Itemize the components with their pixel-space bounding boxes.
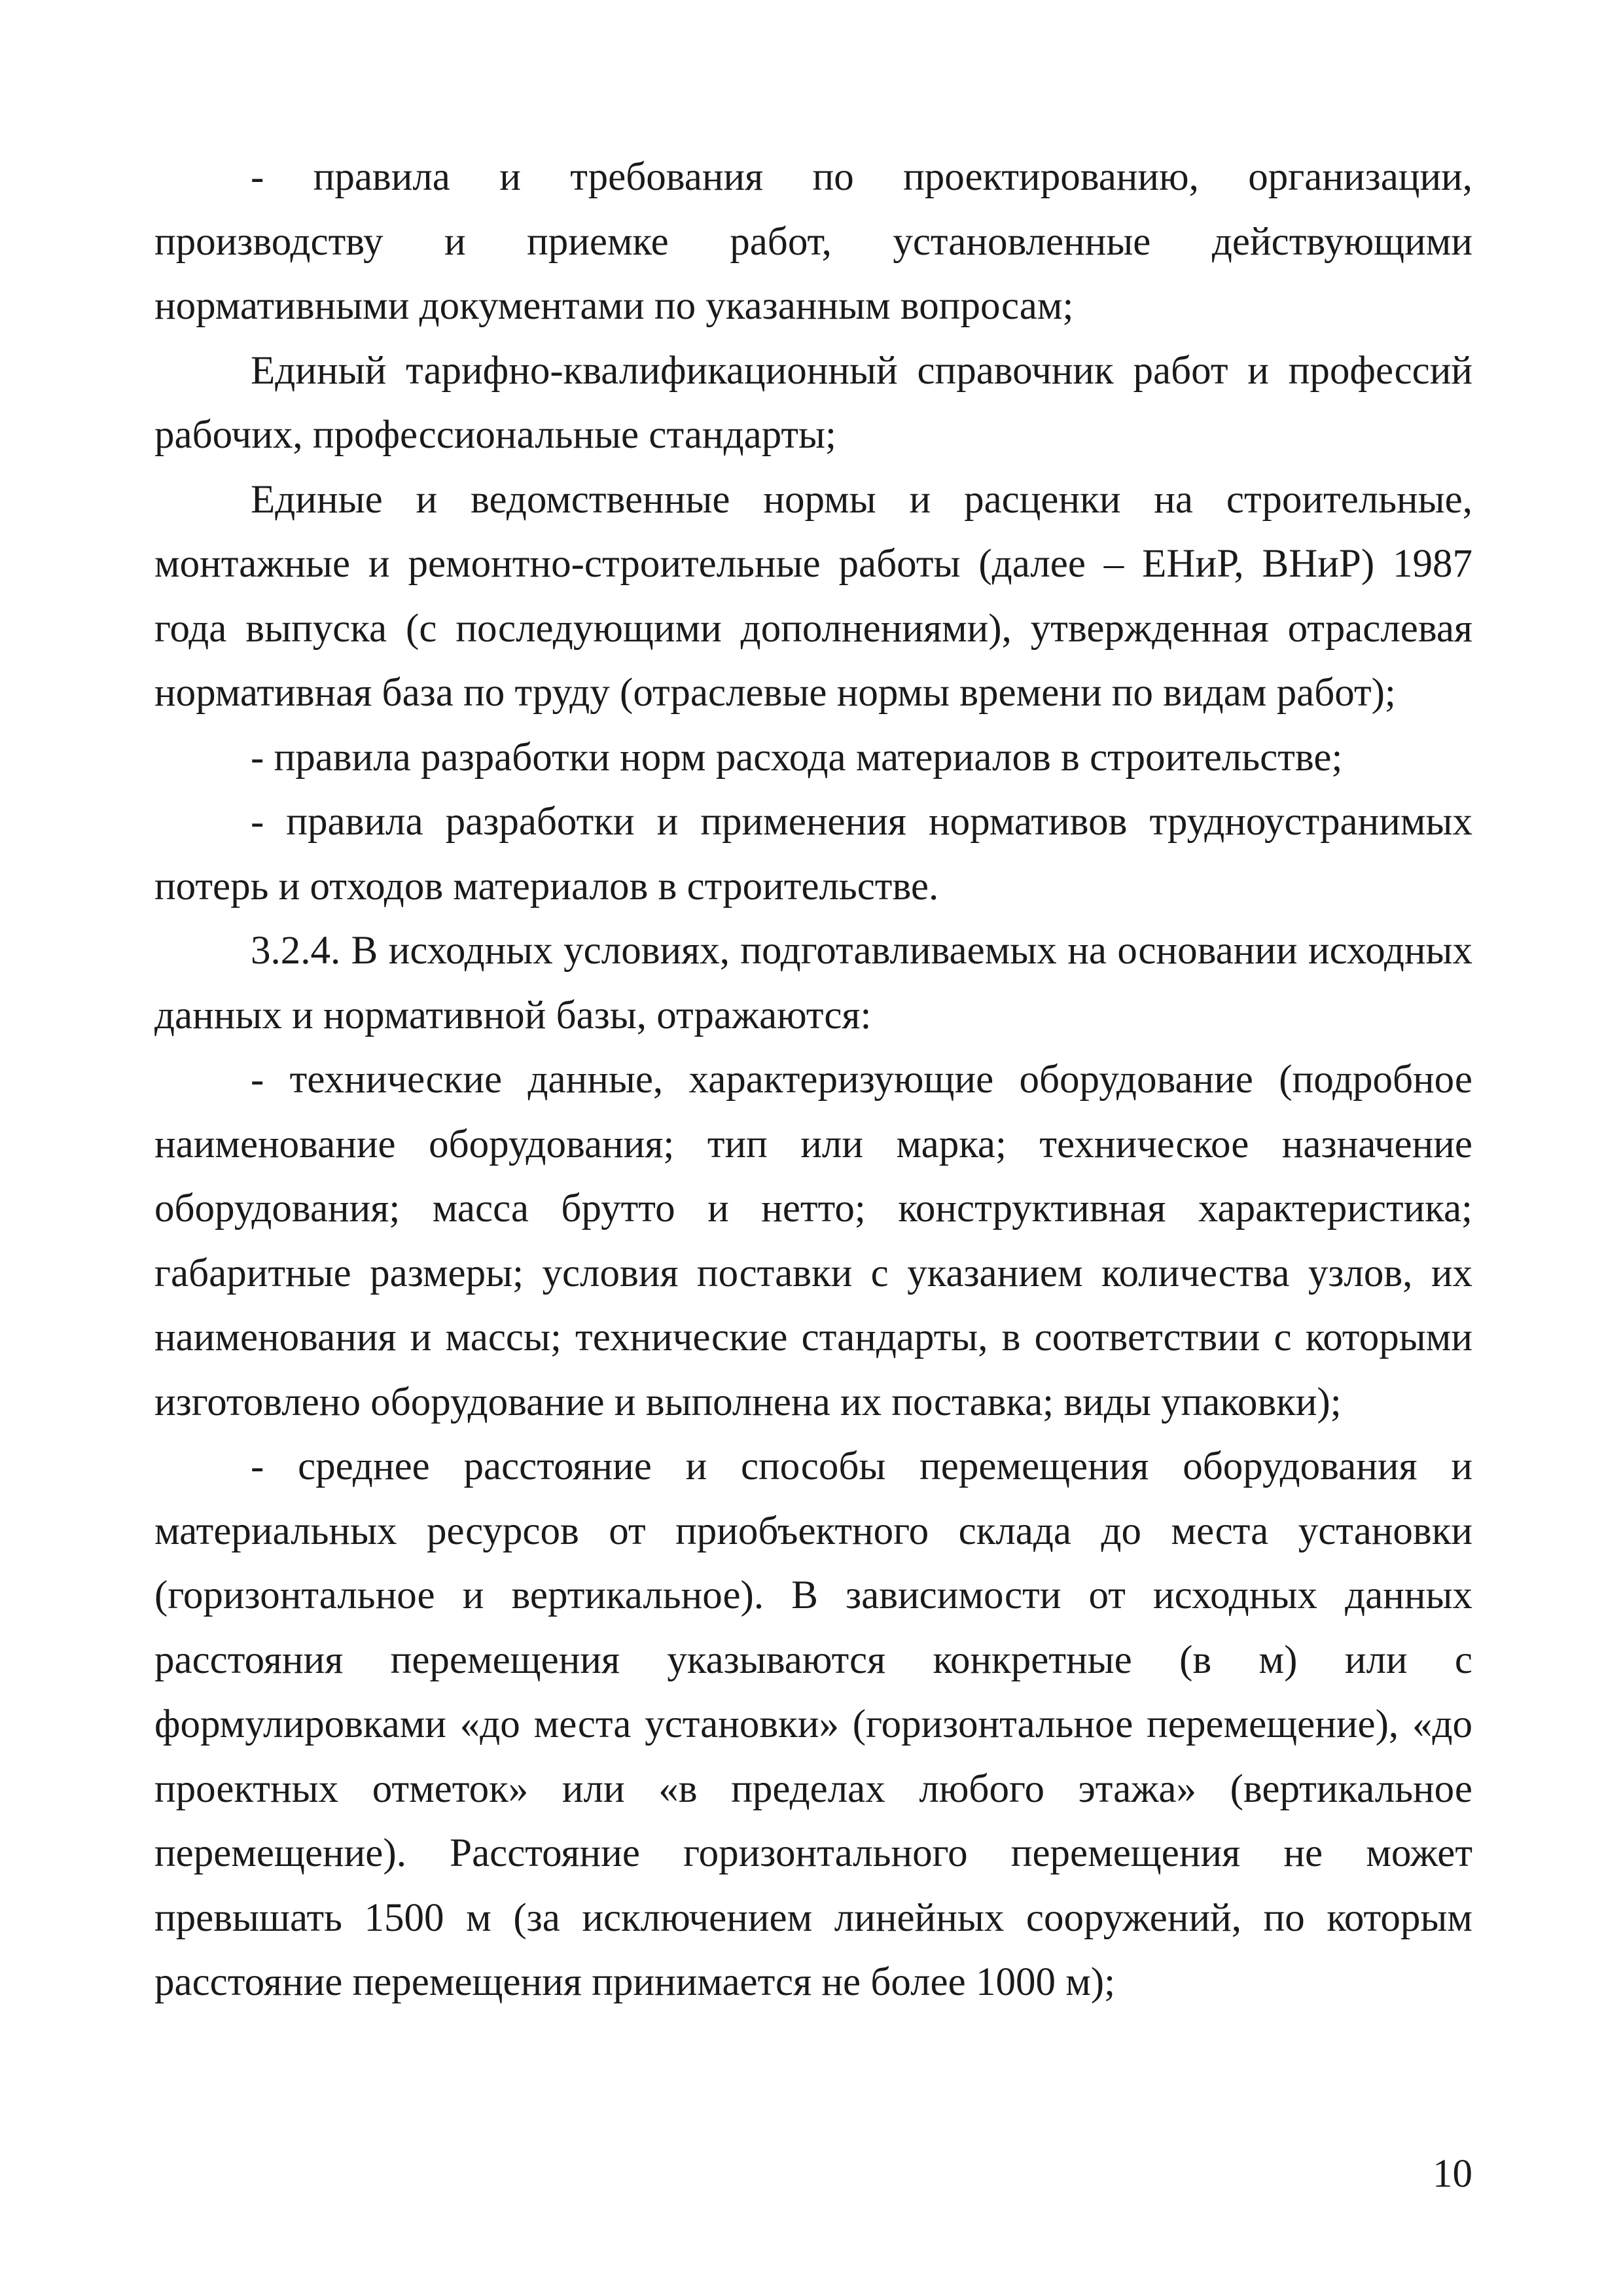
page-body	[154, 145, 1472, 2015]
paragraph-material-norms: - правила разработки норм расхода материалов в строительстве;	[251, 735, 1343, 780]
page-number: 10	[1433, 2152, 1472, 2196]
paragraph-norm-requirements: - правила и требования по проектированию, организации, производству и приемке работ, установленные действующими нормативными документами по указанным вопросам;	[154, 155, 1472, 328]
paragraph-section-3-2-4: 3.2.4. В исходных условиях, подготавливаемых на основании исходных данных и нормативной базы, отражаются:	[154, 929, 1472, 1037]
paragraph-waste-norms: - правила разработки и применения нормативов трудноустранимых потерь и отходов материалов в строительстве.	[154, 800, 1472, 908]
paragraph-equipment-data: - технические данные, характеризующие оборудование (подробное наименование оборудования; тип или марка; техническое назначение оборудования; масса брутто и нетто; конструктивная характеристика; габаритные размеры; условия поставки с указанием количества узлов, их наименования и массы; технические стандарты, в соответствии с которыми изготовлено оборудование и выполнена их поставка; виды упаковки);	[154, 1058, 1472, 1424]
paragraph-tariff-handbook: Единый тарифно-квалификационный справочник работ и профессий рабочих, профессиональные стандарты;	[154, 348, 1472, 457]
paragraph-enir-vnir: Единые и ведомственные нормы и расценки на строительные, монтажные и ремонтно-строительные работы (далее – ЕНиР, ВНиР) 1987 года выпуска (с последующими дополнениями), утвержденная отраслевая нормативная база по труду (отраслевые нормы времени по видам работ);	[154, 477, 1472, 715]
paragraph-transport-distance: - среднее расстояние и способы перемещения оборудования и материальных ресурсов от приобъектного склада до места установки (горизонтальное и вертикальное). В зависимости от исходных данных расстояния перемещения указываются конкретные (в м) или с формулировками «до места установки» (горизонтальное перемещение), «до проектных отметок» или «в пределах любого этажа» (вертикальное перемещение). Расстояние горизонтального перемещения не может превышать 1500 м (за исключением линейных сооружений, по которым расстояние перемещения принимается не более 1000 м);	[154, 1444, 1472, 2004]
